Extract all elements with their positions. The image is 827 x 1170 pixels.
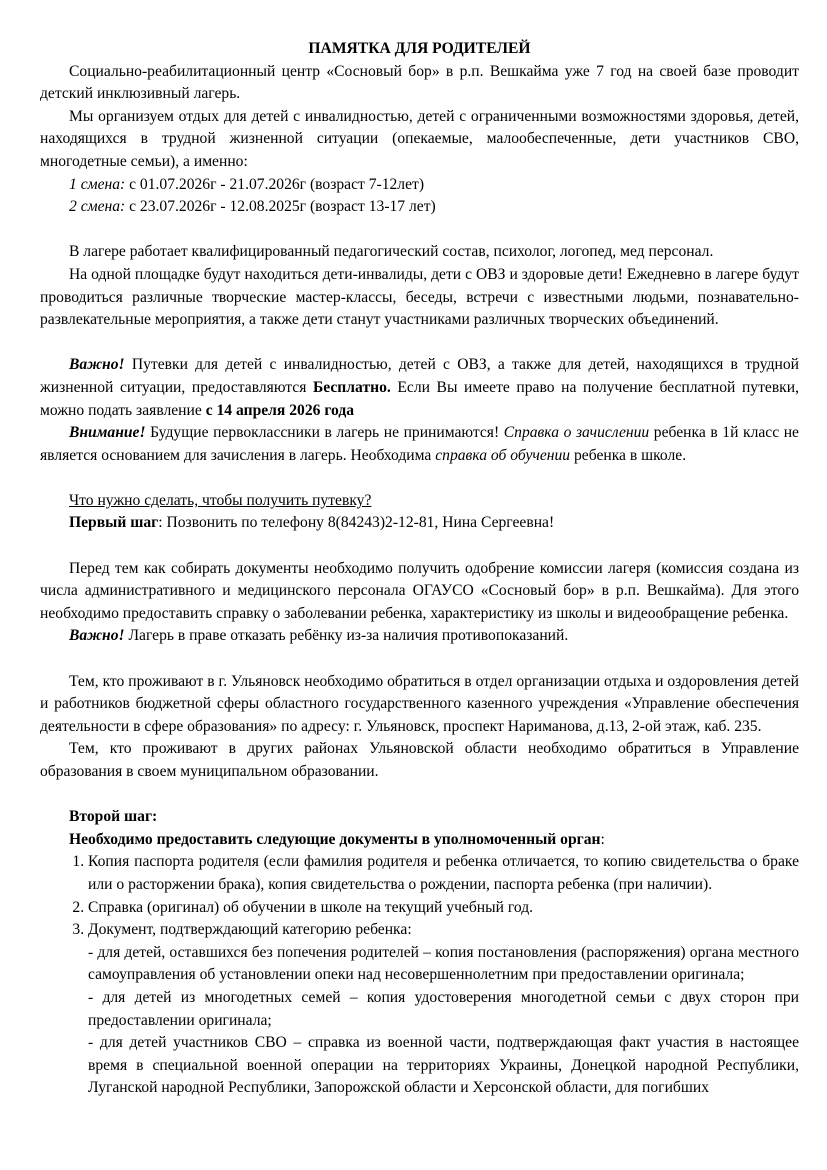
step-2-title: Второй шаг:	[69, 808, 158, 826]
documents-list	[40, 851, 799, 941]
shift-1-label: 1 смена:	[69, 175, 126, 193]
shift-2	[40, 196, 799, 219]
category-svo: - для детей участников СВО – справка из военной части, подтверждающая факт участия в настоящее время в специальной военной операции на территориях Украины, Донецкой народной Республики, Луганской народной Республики, Запорожской области и Херсонской области, для погибших	[88, 1034, 799, 1097]
organize-paragraph: Мы организуем отдых для детей с инвалидностью, детей с ограниченными возможностями здоровья, детей, находящихся в трудной жизненной ситуации (опекаемые, малообеспеченные, дети участников СВО, многодетные семьи), а именно:	[40, 107, 799, 170]
step-2-subtitle-text: Необходимо предоставить следующие документы в уполномоченный орган	[69, 830, 601, 848]
staff-paragraph: В лагере работает квалифицированный педагогический состав, психолог, логопед, мед персонал.	[69, 243, 714, 261]
how-to-heading	[40, 490, 799, 513]
free-label: Бесплатно.	[312, 378, 391, 396]
activities-paragraph: На одной площадке будут находиться дети-инвалиды, дети с ОВЗ и здоровые дети! Ежедневно в лагере будут проводиться различные творческие мастер-классы, беседы, встречи с известными людьми, познавательно-развлекательные мероприятия, а также дети станут участниками различных творческих объединений.	[40, 265, 799, 329]
important-label: Важно!	[69, 356, 125, 374]
spacer	[40, 648, 799, 671]
spacer	[40, 784, 799, 807]
shift-2-label: 2 смена:	[69, 198, 126, 216]
important-label-2: Важно!	[69, 627, 125, 645]
contraindications-text: Лагерь в праве отказать ребёнку из-за наличия противопоказаний.	[124, 627, 569, 645]
spacer	[40, 467, 799, 490]
list-item: 1. Копия паспорта родителя (если фамилия родителя и ребенка отличается, то копию свидетельства о браке или о расторжении брака), копия свидетельства о рождении, паспорта ребенка (при наличии).	[88, 851, 799, 896]
step-1-label: Первый шаг	[69, 514, 159, 532]
important-text: Путевки для детей с инвалидностью, детей с ОВЗ, а также для детей, находящихся в трудной жизненной ситуации, предоставляются	[40, 356, 799, 396]
intro-paragraph: Социально-реабилитационный центр «Сосновый бор» в р.п. Вешкайма уже 7 год на своей базе проводит детский инклюзивный лагерь.	[40, 62, 799, 103]
shift-1	[40, 174, 799, 197]
step-2-label	[40, 806, 799, 829]
spacer	[40, 535, 799, 558]
enrollment-certificate: Справка о зачислении	[503, 424, 650, 442]
step-2-subtitle	[40, 829, 799, 852]
application-text: Если Вы имеете право на получение бесплатной путевки, можно подать заявление	[40, 378, 800, 419]
other-districts-paragraph: Тем, кто проживают в других районах Ульяновской области необходимо обратиться в Управление образования в своем муниципальном образовании.	[40, 740, 799, 780]
important-contraindications	[40, 625, 799, 648]
step-2-subtitle-colon: :	[600, 830, 605, 848]
step-1-text: : Позвонить по телефону 8(84243)2-12-81, Нина Сергеевна!	[158, 514, 555, 532]
study-certificate: справка об обучении	[435, 446, 571, 464]
list-item: 3. Документ, подтверждающий категорию ребенка:	[88, 919, 799, 942]
page-title: ПАМЯТКА ДЛЯ РОДИТЕЛЕЙ	[308, 40, 531, 57]
categories-block	[40, 942, 799, 1100]
attention-text-3: ребенка в школе.	[570, 446, 687, 464]
step-1-paragraph	[40, 512, 799, 535]
how-to-text: Что нужно сделать, чтобы получить путевку?	[69, 491, 372, 509]
shift-1-dates: с 01.07.2026г - 21.07.2026г (возраст 7-12лет)	[125, 175, 425, 193]
spacer	[40, 332, 799, 355]
list-item: 2. Справка (оригинал) об обучении в школе на текущий учебный год.	[88, 897, 799, 920]
category-large-family: - для детей из многодетных семей – копия удостоверения многодетной семьи с двух сторон при предоставлении оригинала;	[88, 988, 799, 1029]
ulyanovsk-paragraph: Тем, кто проживают в г. Ульяновск необходимо обратиться в отдел организации отдыха и оздоровления детей и работников бюджетной сферы областного государственного казенного учреждения «Управление обеспечения деятельности в сфере образования» по адресу: г. Ульяновск, проспект Нариманова, д.13, 2-ой этаж, каб. 235.	[40, 672, 799, 735]
commission-paragraph: Перед тем как собирать документы необходимо получить одобрение комиссии лагеря (комиссия создана из числа административного и медицинского персонала ОГАУСО «Сосновый бор» в р.п. Вешкайма). Для этого необходимо предоставить справку о заболевании ребенка, характеристику из школы и видеообращение ребенка.	[40, 559, 799, 622]
attention-paragraph	[40, 422, 799, 467]
shift-2-dates: с 23.07.2026г - 12.08.2025г (возраст 13-17 лет)	[125, 198, 436, 216]
attention-text: Будущие первоклассники в лагерь не принимаются!	[145, 424, 504, 442]
category-guardianship: - для детей, оставшихся без попечения родителей – копия постановления (распоряжения) органа местного самоуправления об установлении опеки над несовершеннолетним при предоставлении оригинала;	[88, 943, 799, 984]
spacer	[40, 219, 799, 242]
deadline-date: с 14 апреля 2026 года	[205, 401, 355, 419]
important-free-paragraph	[40, 354, 799, 422]
attention-text-2: ребенка в 1й класс не является основанием для зачисления в лагерь. Необходима	[40, 424, 799, 464]
attention-label: Внимание!	[69, 424, 146, 442]
